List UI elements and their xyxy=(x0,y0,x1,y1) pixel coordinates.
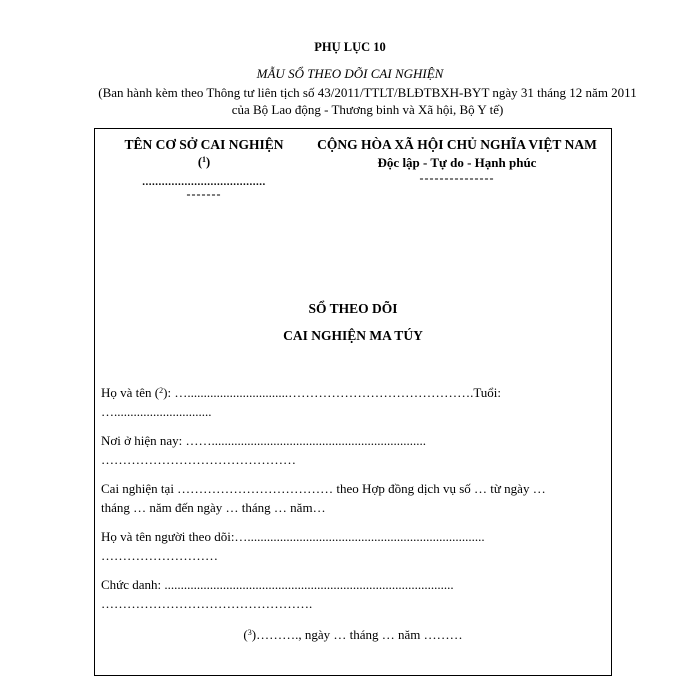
form-frame xyxy=(94,128,612,676)
facility-footnote xyxy=(115,155,293,170)
footnote-marker-3: 3 xyxy=(247,628,252,637)
footnote-marker-1: 1 xyxy=(202,155,206,164)
book-subtitle: CAI NGHIỆN MA TÚY xyxy=(283,328,423,343)
name-field-line1 xyxy=(101,381,601,402)
monitor-line1: Họ và tên người theo dõi:…......................................................................... xyxy=(101,529,485,544)
date-blank: )………., ngày … tháng … năm ……… xyxy=(251,627,463,642)
national-motto: Độc lập - Tự do - Hạnh phúc xyxy=(377,155,537,170)
facility-name-heading: TÊN CƠ SỞ CAI NGHIỆN xyxy=(124,137,284,152)
position-line2: …………………………………………. xyxy=(101,596,313,611)
residence-field[interactable] xyxy=(101,431,601,469)
rehab-line2: tháng … năm đến ngày … tháng … năm… xyxy=(101,500,326,515)
rehab-location-field[interactable] xyxy=(101,479,601,517)
position-field[interactable] xyxy=(101,575,601,613)
form-subtitle: MẪU SỔ THEO DÕI CAI NGHIỆN xyxy=(256,66,444,81)
issuance-note: (Ban hành kèm theo Thông tư liên tịch số 43/2011/TTLT/BLĐTBXH-BYT ngày 31 tháng 12 năm 2011 của Bộ Lao động - Thương binh và Xã hội, Bộ Y tế) xyxy=(98,85,637,117)
name-blank: ): …...............................…………………………………….Tuổi: xyxy=(163,385,502,400)
date-open: ( xyxy=(243,627,248,642)
rehab-line1: Cai nghiện tại ……………………………… theo Hợp đồng dịch vụ số … từ ngày … xyxy=(101,481,546,496)
footnote-close: ) xyxy=(206,155,211,169)
motto-divider: --------------- xyxy=(419,171,495,185)
age-blank: ….............................. xyxy=(101,404,212,419)
footnote-marker-2: 2 xyxy=(159,386,164,395)
facility-name-blank: ...................................... xyxy=(142,176,266,188)
facility-divider: ------- xyxy=(186,187,222,201)
date-place-line[interactable] xyxy=(95,627,611,643)
monitor-name-field[interactable] xyxy=(101,527,601,565)
footnote-open: ( xyxy=(197,155,202,169)
form-fields xyxy=(101,381,601,623)
residence-line1: Nơi ở hiện nay: …….................................................................. xyxy=(101,433,427,448)
facility-block xyxy=(115,137,293,202)
national-title: CỘNG HÒA XÃ HỘI CHỦ NGHĨA VIỆT NAM xyxy=(317,137,597,152)
appendix-title: PHỤ LỤC 10 xyxy=(314,40,386,54)
residence-line2: ……………………………………… xyxy=(101,452,296,467)
book-title: SỔ THEO DÕI xyxy=(308,301,398,316)
national-block xyxy=(305,137,609,186)
monitor-line2: ……………………… xyxy=(101,548,218,563)
position-line1: Chức danh: ......................................................................................... xyxy=(101,577,454,592)
name-label: Họ và tên ( xyxy=(101,385,160,400)
name-field[interactable] xyxy=(101,381,601,421)
